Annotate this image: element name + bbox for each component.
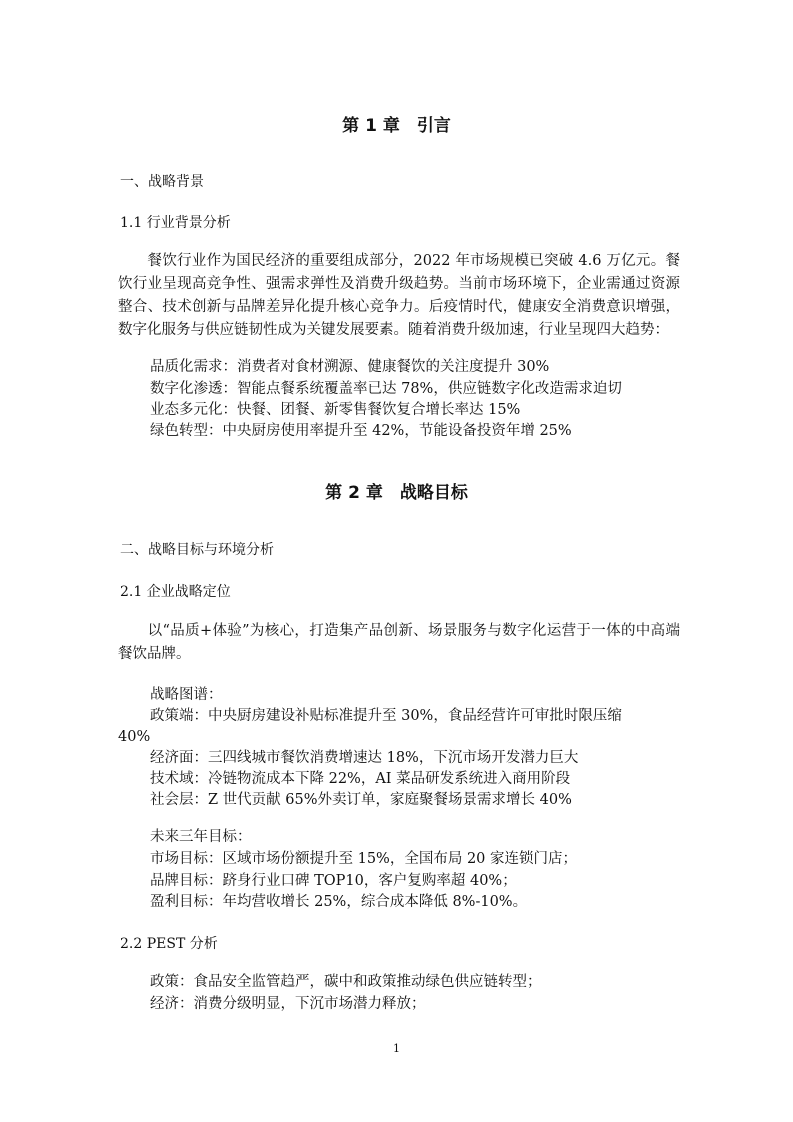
subsection-2-1-heading: 2.1 企业战略定位 — [120, 584, 231, 600]
pest-item: 政策：食品安全监管趋严，碳中和政策推动绿色供应链转型； — [150, 974, 542, 990]
trend-item: 绿色转型：中央厨房使用率提升至 42%，节能设备投资年增 25% — [150, 423, 572, 439]
section-2-heading: 二、战略目标与环境分析 — [120, 542, 274, 558]
chapter-1-title: 第 1 章 引言 — [342, 116, 451, 136]
goal-item: 市场目标：区域市场份额提升至 15%，全国布局 20 家连锁门店； — [150, 851, 578, 867]
strategy-map-item-continuation: 40% — [118, 729, 151, 745]
goal-item: 品牌目标：跻身行业口碑 TOP10，客户复购率超 40%； — [150, 873, 517, 889]
strategy-map-item: 经济面：三四线城市餐饮消费增速达 18%，下沉市场开发潜力巨大 — [150, 750, 579, 766]
strategy-map-item: 政策端：中央厨房建设补贴标准提升至 30%，食品经营许可审批时限压缩 — [150, 708, 622, 724]
strategy-map-title: 战略图谱： — [150, 687, 223, 703]
strategy-map-item: 技术域：冷链物流成本下降 22%，AI 菜品研发系统进入商用阶段 — [150, 771, 571, 787]
trend-item: 数字化渗透：智能点餐系统覆盖率已达 78%，供应链数字化改造需求迫切 — [150, 381, 622, 397]
goal-item: 盈利目标：年均营收增长 25%，综合成本降低 8%-10%。 — [150, 894, 528, 910]
subsection-2-2-heading: 2.2 PEST 分析 — [120, 936, 218, 952]
trend-item: 品质化需求：消费者对食材溯源、健康餐饮的关注度提升 30% — [150, 359, 550, 375]
industry-background-paragraph: 餐饮行业作为国民经济的重要组成部分，2022 年市场规模已突破 4.6 万亿元。餐饮行业呈现高竞争性、强需求弹性及消费升级趋势。当前市场环境下，企业需通过资源整合、技术创新与品牌差异化提升核心竞争力。后疫情时代，健康安全消费意识增强，数字化服务与供应链韧性成为关键发展要素。随着消费升级加速，行业呈现四大趋势： — [118, 253, 680, 338]
goals-title: 未来三年目标： — [150, 829, 252, 845]
strategy-map-item: 社会层：Z 世代贡献 65%外卖订单，家庭聚餐场景需求增长 40% — [150, 792, 572, 808]
page-number: 1 — [393, 1042, 400, 1055]
pest-item: 经济：消费分级明显，下沉市场潜力释放； — [150, 996, 426, 1012]
subsection-1-1-heading: 1.1 行业背景分析 — [120, 215, 231, 231]
trend-item: 业态多元化：快餐、团餐、新零售餐饮复合增长率达 15% — [150, 402, 521, 418]
section-1-heading: 一、战略背景 — [120, 174, 204, 190]
chapter-2-title: 第 2 章 战略目标 — [325, 483, 468, 503]
positioning-paragraph: 以“品质+体验”为核心，打造集产品创新、场景服务与数字化运营于一体的中高端餐饮品牌。 — [118, 623, 680, 662]
